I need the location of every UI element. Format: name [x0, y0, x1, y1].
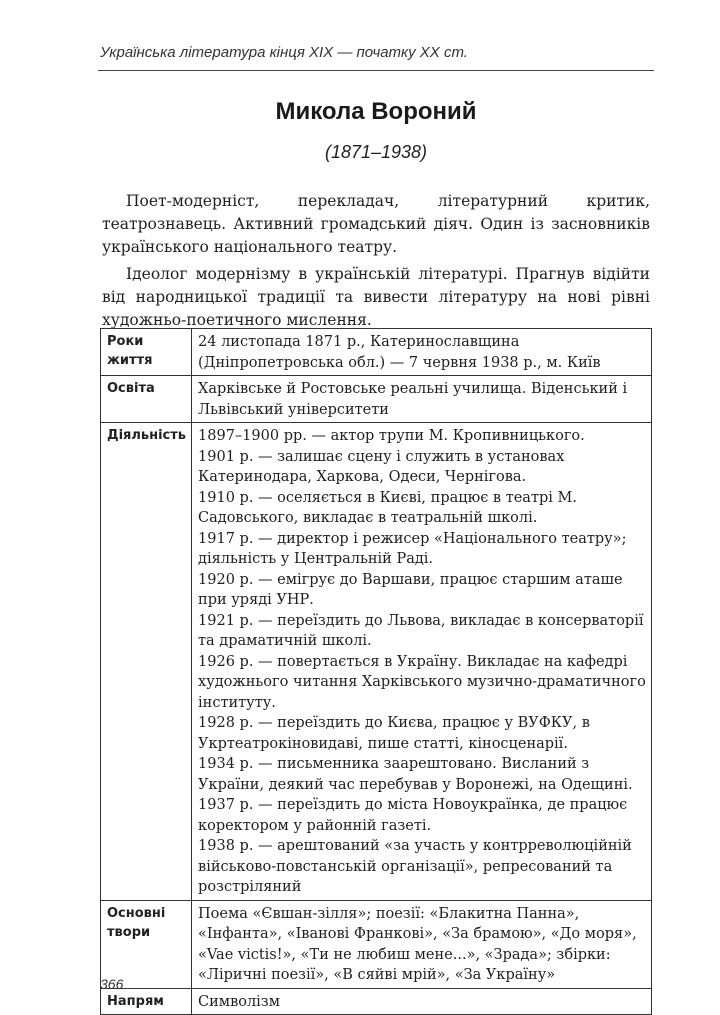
timeline-entry: 1926 р. — повертається в Україну. Викладає на кафедрі художнього читання Харківського музично-драматичного інституту.: [198, 653, 646, 711]
timeline-entry: 1917 р. — директор і режисер «Національного театру»; діяльність у Центральній Раді.: [198, 530, 627, 567]
page-number: 366: [100, 976, 124, 992]
row-label: Діяльність: [101, 423, 192, 901]
row-label: Основні твори: [101, 900, 192, 988]
timeline-entry: 1921 р. — переїздить до Львова, викладає в консерваторії та драматичній школі.: [198, 612, 644, 649]
table-row: [101, 329, 652, 376]
timeline-entry: 1897–1900 рр. — актор трупи М. Кропивницького.: [198, 428, 585, 444]
timeline-entry: 1928 р. — переїздить до Києва, працює у ВУФКУ, в Укртеатрокіновидаві, пише статті, кіносценарії.: [198, 715, 590, 752]
timeline-entry: 1901 р. — залишає сцену і служить в установах Катеринодара, Харкова, Одеси, Чернігова.: [198, 448, 565, 485]
row-label: Роки життя: [101, 329, 192, 376]
timeline-entry: 1920 р. — емігрує до Варшави, працює старшим аташе при уряді УНР.: [198, 571, 623, 608]
timeline-entry: 1937 р. — переїздить до міста Новоукраїнка, де працює коректором у районній газеті.: [198, 797, 628, 834]
life-years: (1871–1938): [324, 142, 428, 162]
row-content: Символізм: [192, 988, 652, 1015]
table-row: [101, 423, 652, 901]
header-divider: [98, 70, 654, 71]
row-label: Освіта: [101, 376, 192, 423]
row-label: Напрям: [101, 988, 192, 1015]
running-header: Українська література кінця ХІХ — початку ХХ ст.: [100, 44, 468, 61]
timeline-entry: 1910 р. — оселяється в Києві, працює в театрі М. Садовського, викладає в театральній школі.: [198, 489, 577, 526]
row-content: 24 листопада 1871 р., Катеринославщина (Дніпропетровська обл.) — 7 червня 1938 р., м. Київ: [192, 329, 652, 376]
row-content: Поема «Євшан-зілля»; поезії: «Блакитна Панна», «Інфанта», «Іванові Франкові», «За брамою», «До моря», «Vae victis!», «Ти не любиш мене...», «Зрада»; збірки: «Ліричні поезії», «В сяйві мрій», «За Україну»: [192, 900, 652, 988]
timeline-entry: 1938 р. — арештований «за участь у контрреволюційній військово-повстанській організації», репресований та розстріляний: [198, 838, 632, 895]
biography-table: [100, 328, 652, 1015]
intro-text: [102, 190, 650, 336]
page-title: Микола Вороний: [275, 98, 477, 125]
timeline-entry: 1934 р. — письменника заарештовано. Висланий з України, деякий час перебував у Воронежі, на Одещині.: [198, 756, 633, 793]
table-row: [101, 900, 652, 988]
row-content: Харківське й Ростовське реальні училища. Віденський і Львівський університети: [192, 376, 652, 423]
table-row: [101, 376, 652, 423]
intro-paragraph: Поет-модерніст, перекладач, літературний критик, театрознавець. Активний громадський діяч. Один із засновників українського національного театру.: [102, 192, 650, 256]
intro-paragraph: Ідеолог модернізму в українській літературі. Прагнув відійти від народницької традиції та вивести літературу на нові рівні художньо-поетичного мислення.: [102, 265, 650, 329]
table-row: [101, 988, 652, 1015]
activity-timeline: [192, 423, 652, 901]
